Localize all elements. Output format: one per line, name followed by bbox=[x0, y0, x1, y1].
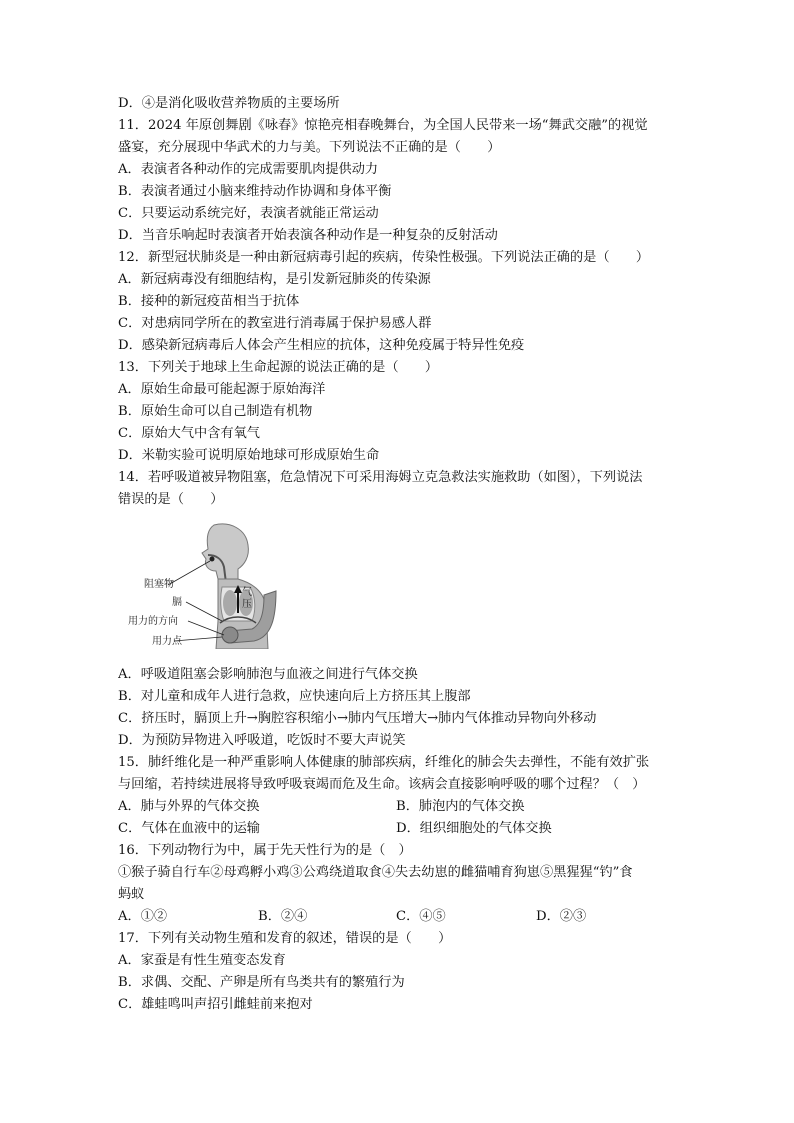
q14-option-a: A．呼吸道阻塞会影响肺泡与血液之间进行气体交换 bbox=[118, 667, 418, 682]
q12-option-c: C．对患病同学所在的教室进行消毒属于保护易感人群 bbox=[118, 316, 432, 331]
figure-label-force-direction: 用力的方向 bbox=[128, 616, 178, 627]
q15-options-row2 bbox=[118, 818, 698, 840]
q16-option-c: C．④⑤ bbox=[396, 909, 446, 924]
q10-option-d: D．④是消化吸收营养物质的主要场所 bbox=[118, 96, 340, 111]
q16-stem: 16．下列动物行为中，属于先天性行为的是（ ） bbox=[118, 843, 412, 858]
q11-stem-line2: 盛宴，充分展现中华武术的力与美。下列说法不正确的是（ ） bbox=[118, 140, 501, 155]
q16-items-line2: 蚂蚁 bbox=[118, 887, 145, 902]
q15-option-c: C．气体在血液中的运输 bbox=[118, 821, 260, 836]
q13-option-c: C．原始大气中含有氧气 bbox=[118, 426, 260, 441]
q12-option-b: B．接种的新冠疫苗相当于抗体 bbox=[118, 294, 300, 309]
q13-option-d: D．米勒实验可说明原始地球可形成原始生命 bbox=[118, 448, 380, 463]
q11-stem-line1: 11．2024 年原创舞剧《咏春》惊艳亮相春晚舞台，为全国人民带来一场“舞武交融”的视觉 bbox=[118, 118, 648, 133]
figure-label-force-point: 用力点 bbox=[152, 636, 182, 647]
q14-stem-line1: 14．若呼吸道被异物阻塞，危急情况下可采用海姆立克急救法实施救助（如图），下列说法 bbox=[118, 470, 643, 485]
q12-option-a: A．新冠病毒没有细胞结构，是引发新冠肺炎的传染源 bbox=[118, 272, 431, 287]
q14-option-c: C．挤压时，膈顶上升→胸腔容积缩小→肺内气压增大→肺内气体推动异物向外移动 bbox=[118, 711, 597, 726]
q12-stem: 12．新型冠状肺炎是一种由新冠病毒引起的疾病，传染性极强。下列说法正确的是（ ） bbox=[118, 250, 650, 265]
q15-option-b: B．肺泡内的气体交换 bbox=[396, 799, 525, 814]
q15-option-a: A．肺与外界的气体交换 bbox=[118, 799, 260, 814]
q15-stem-line1: 15．肺纤维化是一种严重影响人体健康的肺部疾病，纤维化的肺会失去弹性，不能有效扩张 bbox=[118, 755, 650, 770]
q14-option-d: D．为预防异物进入呼吸道，吃饭时不要大声说笑 bbox=[118, 733, 406, 748]
figure-label-diaphragm: 膈 bbox=[172, 597, 182, 608]
q13-option-a: A．原始生命最可能起源于原始海洋 bbox=[118, 382, 326, 397]
q11-option-a: A．表演者各种动作的完成需要肌肉提供动力 bbox=[118, 162, 379, 177]
q15-options-row1 bbox=[118, 796, 698, 818]
q16-option-d: D．②③ bbox=[536, 909, 587, 924]
q15-option-d: D．组织细胞处的气体交换 bbox=[396, 821, 552, 836]
q17-stem: 17．下列有关动物生殖和发育的叙述，错误的是（ ） bbox=[118, 931, 452, 946]
q11-option-b: B．表演者通过小脑来维持动作协调和身体平衡 bbox=[118, 184, 392, 199]
q17-option-c: C．雄蛙鸣叫声招引雌蛙前来抱对 bbox=[118, 997, 313, 1012]
heimlich-figure bbox=[126, 521, 286, 649]
q15-stem-line2: 与回缩，若持续进展将导致呼吸衰竭而危及生命。该病会直接影响呼吸的哪个过程？（ ） bbox=[118, 777, 646, 792]
q17-option-b: B．求偶、交配、产卵是所有鸟类共有的繁殖行为 bbox=[118, 975, 405, 990]
figure-label-pressure: 压 bbox=[242, 599, 252, 610]
q17-option-a: A．家蚕是有性生殖变态发育 bbox=[118, 953, 286, 968]
q14-option-b: B．对儿童和成年人进行急救，应快速向后上方挤压其上腹部 bbox=[118, 689, 471, 704]
heimlich-illustration bbox=[126, 521, 286, 649]
figure-label-obstruction: 阻塞物 bbox=[144, 579, 174, 590]
q13-stem: 13．下列关于地球上生命起源的说法正确的是（ ） bbox=[118, 360, 439, 375]
q13-option-b: B．原始生命可以自己制造有机物 bbox=[118, 404, 313, 419]
figure-label-air: 气 bbox=[242, 587, 252, 598]
q16-option-a: A．①② bbox=[118, 909, 168, 924]
q16-options-row bbox=[118, 906, 698, 928]
q16-option-b: B．②④ bbox=[258, 909, 308, 924]
q16-items-line1: ①猴子骑自行车②母鸡孵小鸡③公鸡绕道取食④失去幼崽的雌猫哺育狗崽⑤黑猩猩“钓”食 bbox=[118, 865, 633, 880]
q11-option-c: C．只要运动系统完好，表演者就能正常运动 bbox=[118, 206, 379, 221]
q12-option-d: D．感染新冠病毒后人体会产生相应的抗体，这种免疫属于特异性免疫 bbox=[118, 338, 525, 353]
q11-option-d: D．当音乐响起时表演者开始表演各种动作是一种复杂的反射活动 bbox=[118, 228, 498, 243]
q14-stem-line2: 错误的是（ ） bbox=[118, 492, 224, 507]
